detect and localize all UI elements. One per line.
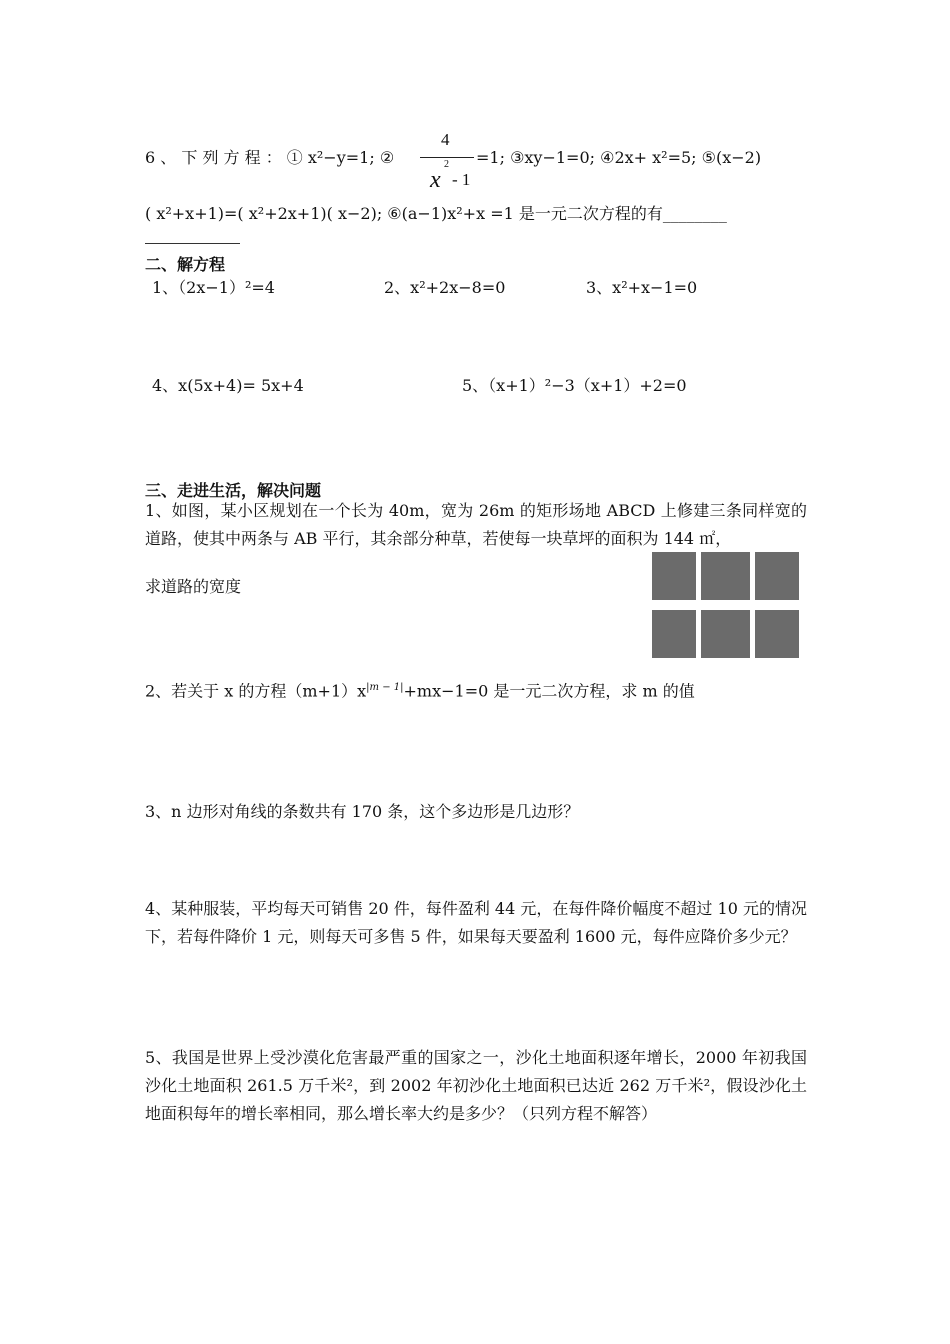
q6-fraction-denominator-rest: - 1	[452, 170, 471, 189]
section3-question-4: 4、某种服装，平均每天可销售 20 件，每件盈利 44 元，在每件降价幅度不超过 10 元的情况下，若每件降价 1 元，则每天可多售 5 件，如果每天要盈利 1600 元，每件应降价多少元？	[145, 899, 807, 946]
section3-question-5: 5、我国是世界上受沙漠化危害最严重的国家之一，沙化土地面积逐年增长，2000 年初我国沙化土地面积 261.5 万千米²，到 2002 年初沙化土地面积已达近 262 万千米²，假设沙化土地面积每年的增长率相同，那么增长率大约是多少？（只列方程不解答）	[145, 1048, 807, 1123]
grass-plot	[755, 552, 799, 600]
grass-plot	[701, 552, 750, 600]
section2-problem-5: 5、（x+1）²−3（x+1）+2=0	[462, 376, 687, 395]
grass-plot	[652, 610, 696, 658]
section2-problem-1: 1、（2x−1）²=4	[152, 278, 275, 297]
section2-problem-2: 2、x²+2x−8=0	[384, 278, 506, 297]
q2-exponent: |m − 1|	[366, 682, 404, 693]
section2-problem-4: 4、x(5x+4)= 5x+4	[152, 376, 304, 395]
q6-fraction-bar	[420, 157, 474, 158]
q6-line1-suffix: =1; ③xy−1=0; ④2x+ x²=5; ⑤(x−2)	[476, 148, 762, 167]
q6-fraction-denominator-exponent: 2	[444, 159, 449, 170]
section3-heading: 三、走进生活，解决问题	[145, 481, 322, 500]
section3-question-1-tail: 求道路的宽度	[145, 577, 242, 596]
q6-fraction-numerator: 4	[441, 130, 450, 149]
q6-line1-prefix: 6 、 下 列 方 程 ： ① x²−y=1; ②	[145, 148, 395, 167]
section2-heading: 二、解方程	[145, 255, 226, 274]
q2-prefix: 2、若关于 x 的方程（m+1）x	[145, 681, 367, 701]
q6-line2: ( x²+x+1)=( x²+2x+1)( x−2); ⑥(a−1)x²+x =1 是一元二次方程的有________	[145, 204, 727, 223]
grass-plot	[701, 610, 750, 658]
q2-suffix: +mx−1=0 是一元二次方程，求 m 的值	[403, 681, 695, 701]
field-diagram	[652, 552, 799, 658]
section3-question-2	[145, 678, 695, 701]
q6-answer-underline	[145, 243, 240, 244]
q6-fraction-denominator-x: x	[430, 167, 441, 193]
section3-question-1: 1、如图，某小区规划在一个长为 40m，宽为 26m 的矩形场地 ABCD 上修建三条同样宽的道路，使其中两条与 AB 平行，其余部分种草，若使每一块草坪的面积为 144 ㎡，	[145, 501, 807, 548]
section3-question-3: 3、n 边形对角线的条数共有 170 条，这个多边形是几边形？	[145, 802, 580, 821]
grass-plot	[652, 552, 696, 600]
section2-problem-3: 3、x²+x−1=0	[586, 278, 698, 297]
grass-plot	[755, 610, 799, 658]
